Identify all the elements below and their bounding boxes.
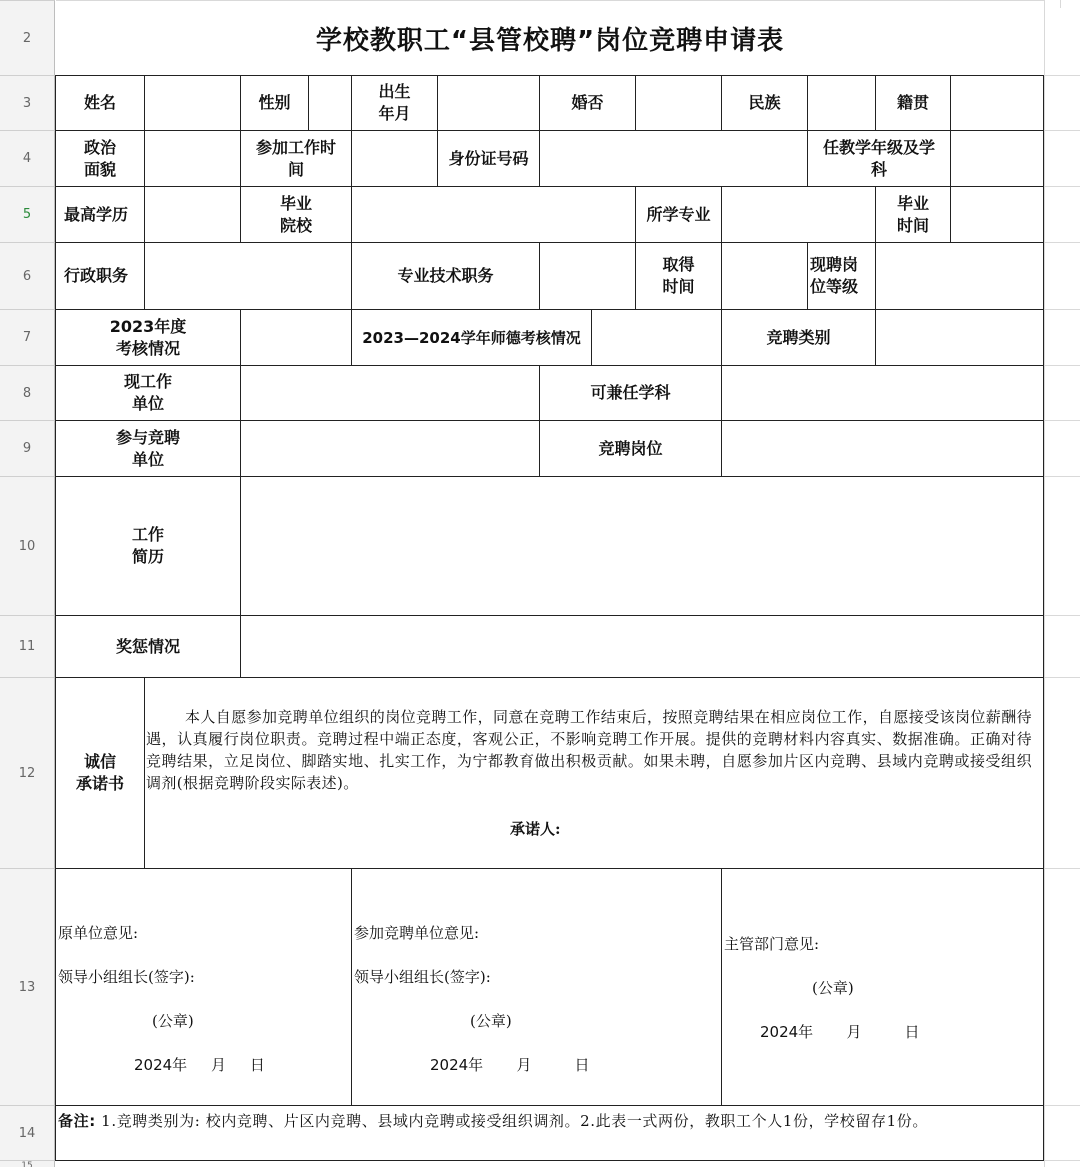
grade-subject-label: 任教学年级及学 科	[808, 131, 951, 187]
gridline	[1044, 0, 1045, 1167]
subjects-label: 可兼任学科	[540, 366, 722, 421]
resume-label: 工作 简历	[55, 477, 241, 616]
education-input-cell[interactable]	[145, 187, 241, 243]
compete-post-label: 竞聘岗位	[540, 421, 722, 477]
gridline	[1044, 130, 1080, 131]
original-unit-seal-label: (公章)	[152, 1012, 194, 1030]
compete-unit-date: 2024年 月 日	[430, 1056, 590, 1074]
join-unit-input-cell[interactable]	[241, 421, 540, 477]
compete-post-input-cell[interactable]	[722, 421, 1044, 477]
gridline	[1044, 1160, 1080, 1161]
id-number-input-cell[interactable]	[540, 131, 808, 187]
gridline	[1044, 309, 1080, 310]
name-label: 姓名	[55, 75, 145, 131]
pledge-signer-label: 承诺人:	[510, 820, 561, 838]
ethics-assessment-label: 2023—2024学年师德考核情况	[352, 310, 592, 366]
original-unit-opinion-label: 原单位意见:	[58, 924, 139, 942]
work-start-label: 参加工作时 间	[241, 131, 352, 187]
gridline	[1044, 1105, 1080, 1106]
school-label: 毕业 院校	[241, 187, 352, 243]
pledge-text: 本人自愿参加竞聘单位组织的岗位竞聘工作，同意在竞聘工作结束后，按照竞聘结果在相应岗位工作，自愿接受该岗位薪酬待遇，认真履行岗位职责。竞聘过程中端正态度，客观公正，不影响竞聘工作开展。提供的竞聘材料内容真实、数据准确。正确对待竞聘结果，立足岗位、脚踏实地、扎实工作，为宁都教育做出积极贡献。如果未聘，自愿参加片区内竞聘、县域内竞聘或接受组织调剂(根据竞聘阶段实际表述)。	[146, 708, 1033, 792]
dept-seal-label: (公章)	[812, 979, 854, 997]
current-unit-input-cell[interactable]	[241, 366, 540, 421]
compete-type-label: 竞聘类别	[722, 310, 876, 366]
gridline	[1044, 242, 1080, 243]
name-input-cell[interactable]	[145, 75, 241, 131]
tech-post-label: 专业技术职务	[352, 243, 540, 310]
row-header-2[interactable]: 2	[0, 1, 55, 76]
dept-opinion-cell[interactable]	[722, 869, 1044, 1106]
gender-label: 性别	[241, 75, 309, 131]
gridline	[1044, 75, 1080, 76]
gridline	[1044, 868, 1080, 869]
id-number-label: 身份证号码	[438, 131, 540, 187]
row-header-11[interactable]: 11	[0, 616, 55, 678]
row-header-7[interactable]: 7	[0, 310, 55, 366]
row-header-12[interactable]: 12	[0, 678, 55, 869]
school-input-cell[interactable]	[352, 187, 636, 243]
major-label: 所学专业	[636, 187, 722, 243]
annual-assessment-input-cell[interactable]	[241, 310, 352, 366]
ethnicity-label: 民族	[722, 75, 808, 131]
pledge-label: 诚信 承诺书	[55, 678, 145, 869]
row-header-10[interactable]: 10	[0, 477, 55, 616]
row-header-8[interactable]: 8	[0, 366, 55, 421]
ethnicity-input-cell[interactable]	[808, 75, 876, 131]
obtain-time-label: 取得 时间	[636, 243, 722, 310]
join-unit-label: 参与竞聘 单位	[55, 421, 241, 477]
compete-type-input-cell[interactable]	[876, 310, 1044, 366]
note-text: 备注: 1.竞聘类别为: 校内竞聘、片区内竞聘、县域内竞聘或接受组织调剂。2.此表一式两份，教职工个人1份，学校留存1份。	[58, 1112, 928, 1130]
political-input-cell[interactable]	[145, 131, 241, 187]
admin-post-input-cell[interactable]	[145, 243, 352, 310]
row-header-3[interactable]: 3	[0, 76, 55, 131]
birth-input-cell[interactable]	[438, 75, 540, 131]
grade-subject-input-cell[interactable]	[951, 131, 1044, 187]
origin-label: 籍贯	[876, 75, 951, 131]
row-header-6[interactable]: 6	[0, 243, 55, 310]
dept-date: 2024年 月 日	[760, 1023, 920, 1041]
admin-post-label: 行政职务	[55, 243, 145, 310]
origin-input-cell[interactable]	[951, 75, 1044, 131]
row-header-5[interactable]: 5	[0, 187, 55, 243]
obtain-time-input-cell[interactable]	[722, 243, 808, 310]
gridline	[1044, 365, 1080, 366]
compete-unit-leader-label: 领导小组组长(签字):	[354, 968, 491, 986]
compete-unit-opinion-label: 参加竞聘单位意见:	[354, 924, 480, 942]
married-input-cell[interactable]	[636, 75, 722, 131]
form-title: 学校教职工“县管校聘”岗位竞聘申请表	[56, 1, 1044, 75]
row-header-9[interactable]: 9	[0, 421, 55, 477]
current-unit-label: 现工作 单位	[55, 366, 241, 421]
post-level-input-cell[interactable]	[876, 243, 1044, 310]
award-label: 奖惩情况	[55, 616, 241, 678]
row-header-13[interactable]: 13	[0, 869, 55, 1106]
original-unit-date: 2024年 月 日	[134, 1056, 265, 1074]
education-label: 最高学历	[55, 187, 145, 243]
ethics-assessment-input-cell[interactable]	[592, 310, 722, 366]
gender-input-cell[interactable]	[309, 75, 352, 131]
major-input-cell[interactable]	[722, 187, 876, 243]
gridline	[1060, 0, 1061, 8]
post-level-label: 现聘岗 位等级	[808, 243, 876, 310]
subjects-input-cell[interactable]	[722, 366, 1044, 421]
gridline	[1044, 677, 1080, 678]
grad-time-input-cell[interactable]	[951, 187, 1044, 243]
original-unit-leader-label: 领导小组组长(签字):	[58, 968, 195, 986]
row-header-15[interactable]: 15	[0, 1161, 55, 1167]
dept-opinion-label: 主管部门意见:	[724, 935, 820, 953]
gridline	[1044, 420, 1080, 421]
gridline	[1044, 186, 1080, 187]
annual-assessment-label: 2023年度 考核情况	[55, 310, 241, 366]
work-start-input-cell[interactable]	[352, 131, 438, 187]
married-label: 婚否	[540, 75, 636, 131]
gridline	[1044, 615, 1080, 616]
row-header-4[interactable]: 4	[0, 131, 55, 187]
gridline	[1044, 476, 1080, 477]
grad-time-label: 毕业 时间	[876, 187, 951, 243]
award-input-cell[interactable]	[241, 616, 1044, 678]
row-header-14[interactable]: 14	[0, 1106, 55, 1161]
resume-input-cell[interactable]	[241, 477, 1044, 616]
birth-label: 出生 年月	[352, 75, 438, 131]
note-label: 备注:	[58, 1112, 96, 1130]
political-label: 政治 面貌	[55, 131, 145, 187]
tech-post-input-cell[interactable]	[540, 243, 636, 310]
compete-unit-seal-label: (公章)	[470, 1012, 512, 1030]
